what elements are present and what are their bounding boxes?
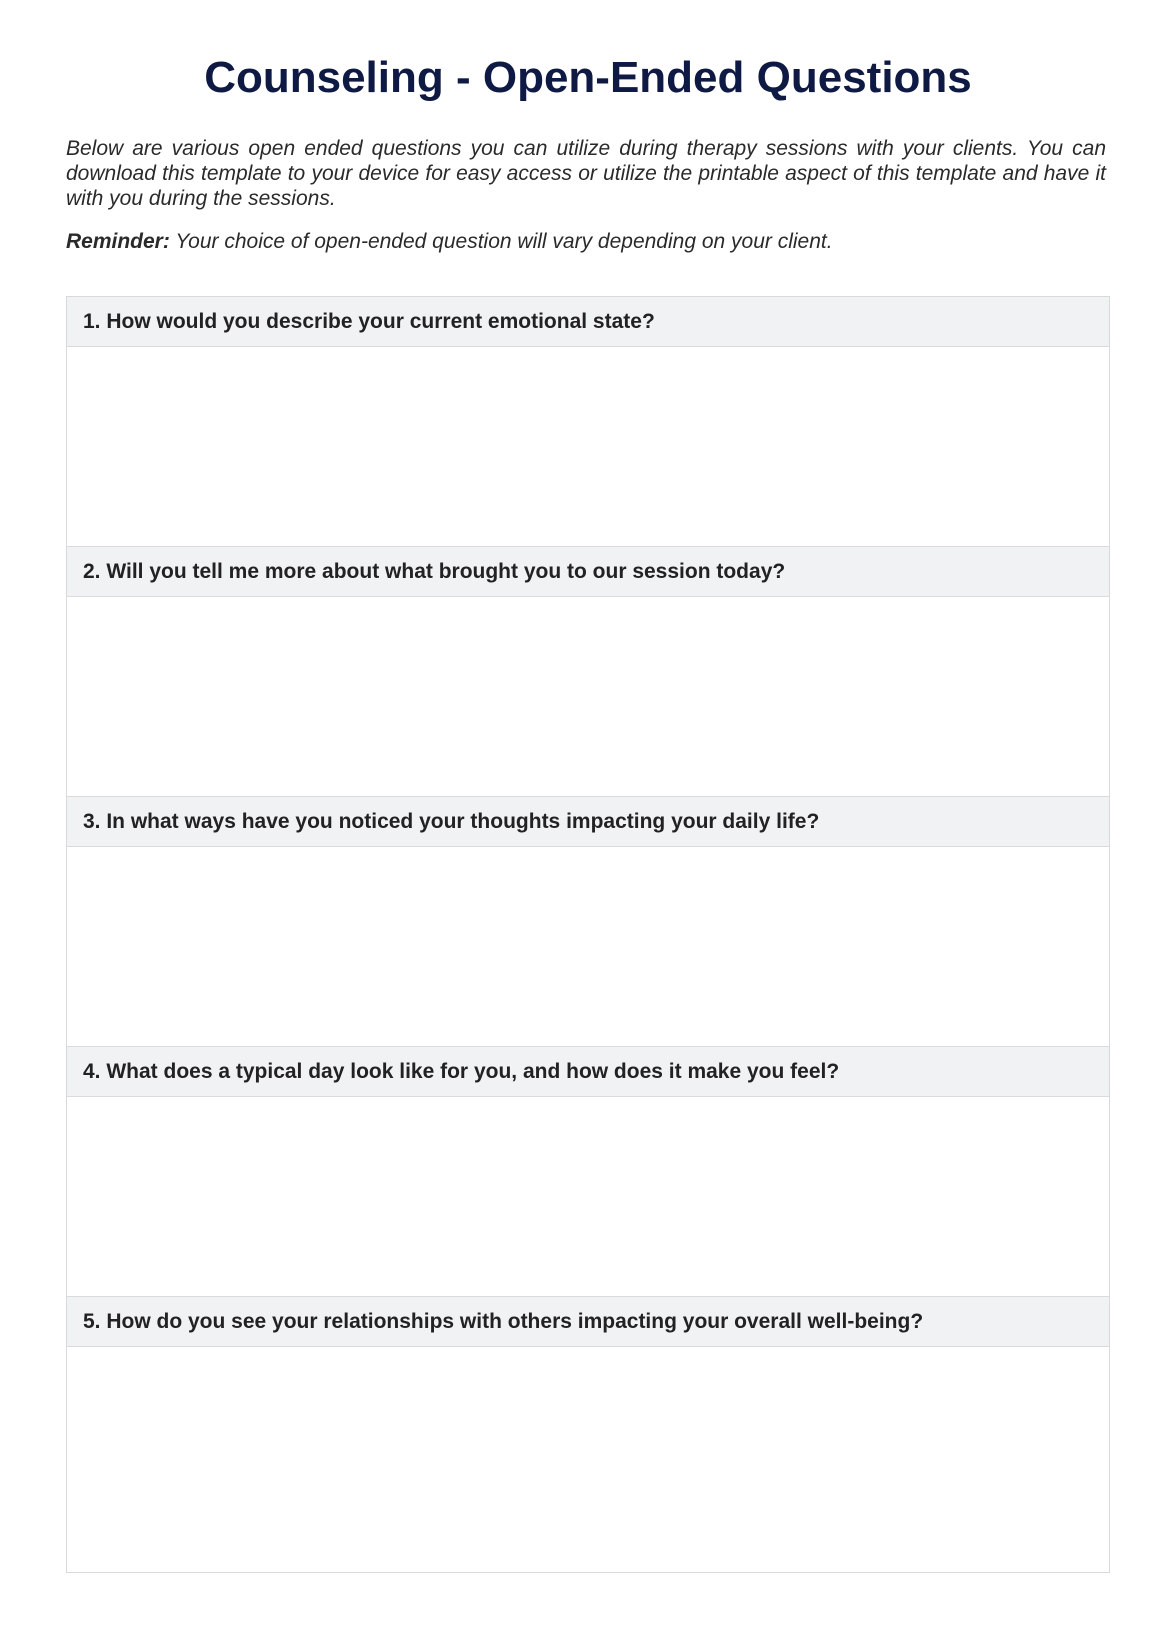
answer-area[interactable] xyxy=(67,597,1109,797)
question-header: 5. How do you see your relationships with others impacting your overall well-being? xyxy=(67,1297,1109,1347)
answer-area[interactable] xyxy=(67,1097,1109,1297)
question-header: 4. What does a typical day look like for you, and how does it make you feel? xyxy=(67,1047,1109,1097)
question-block-1 xyxy=(67,297,1109,547)
questions-table xyxy=(66,296,1110,1573)
reminder-text: Your choice of open-ended question will vary depending on your client. xyxy=(169,230,833,253)
question-block-2 xyxy=(67,547,1109,797)
answer-area[interactable] xyxy=(67,847,1109,1047)
question-block-5 xyxy=(67,1297,1109,1572)
question-header: 1. How would you describe your current emotional state? xyxy=(67,297,1109,347)
answer-area[interactable] xyxy=(67,1347,1109,1572)
page-title: Counseling - Open-Ended Questions xyxy=(204,53,972,102)
reminder-label: Reminder: xyxy=(66,230,170,253)
question-header: 2. Will you tell me more about what brought you to our session today? xyxy=(67,547,1109,597)
question-header: 3. In what ways have you noticed your thoughts impacting your daily life? xyxy=(67,797,1109,847)
question-block-3 xyxy=(67,797,1109,1047)
question-block-4 xyxy=(67,1047,1109,1297)
answer-area[interactable] xyxy=(67,347,1109,547)
intro-paragraph: Below are various open ended questions you can utilize during therapy sessions with your clients. You can download this template to your device for easy access or utilize the printable aspect of this template and have it with you during the sessions. xyxy=(66,137,1106,210)
reminder-note xyxy=(66,229,1106,254)
